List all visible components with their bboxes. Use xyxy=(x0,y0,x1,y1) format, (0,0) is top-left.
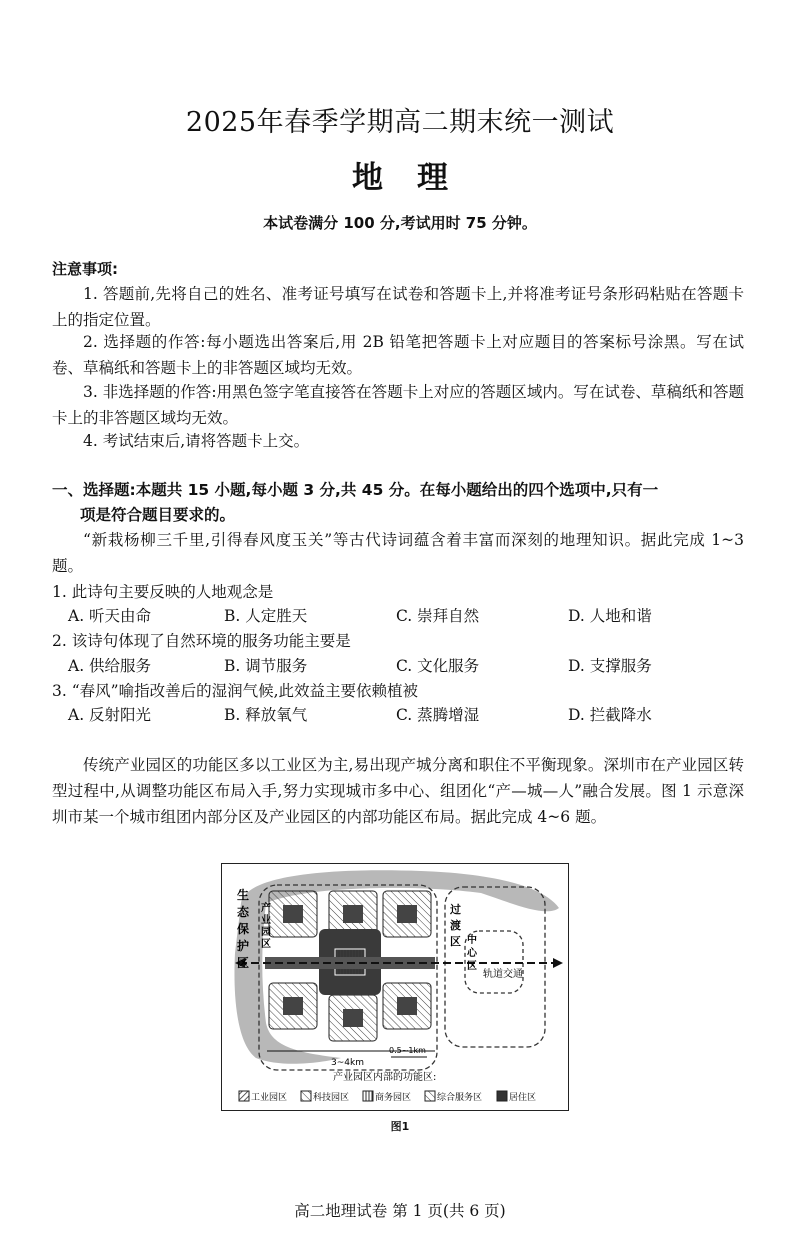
question-options xyxy=(68,703,758,725)
vertical-label-char: 心 xyxy=(467,948,477,959)
legend-title: 产业园区内部的功能区: xyxy=(333,1072,437,1083)
option-b[interactable]: B. 人定胜天 xyxy=(224,607,308,625)
vertical-label-char: 区 xyxy=(261,939,271,950)
option-c[interactable]: C. 蒸腾增湿 xyxy=(396,706,480,724)
figure-caption: 图1 xyxy=(390,1120,410,1133)
option-d[interactable]: D. 支撑服务 xyxy=(568,657,652,675)
vertical-label-char: 生 xyxy=(237,888,250,902)
scale-2: 0.5~1km xyxy=(389,1046,426,1055)
label-transition-zone xyxy=(449,902,461,948)
scale-1: 3~4km xyxy=(331,1058,364,1068)
vertical-label-char: 区 xyxy=(467,961,477,972)
page-footer: 高二地理试卷 第 1 页(共 6 页) xyxy=(294,1202,506,1220)
legend-industrial: 工业园区 xyxy=(251,1093,288,1103)
option-a[interactable]: A. 反射阳光 xyxy=(68,706,152,724)
section-heading-cont: 项是符合题目要求的。 xyxy=(80,506,236,524)
question-stem: 2. 该诗句体现了自然环境的服务功能主要是 xyxy=(52,632,351,650)
question-options xyxy=(68,604,758,626)
notice-item: 2. 选择题的作答:每小题选出答案后,用 2B 铅笔把答题卡上对应题目的答案标号涂黑。写在试卷、草稿纸和答题卡上的非答题区域均无效。 xyxy=(52,333,744,377)
option-b[interactable]: B. 释放氧气 xyxy=(224,706,308,724)
notice-item: 4. 考试结束后,请将答题卡上交。 xyxy=(83,432,310,450)
question-stem: 1. 此诗句主要反映的人地观念是 xyxy=(52,583,274,601)
legend-residential: 居住区 xyxy=(509,1093,537,1103)
question-options xyxy=(68,654,758,676)
notice-item: 3. 非选择题的作答:用黑色签字笔直接答在答题卡上对应的答题区域内。写在试卷、草稿纸和答题卡上的非答题区域均无效。 xyxy=(52,383,744,427)
vertical-label-char: 中 xyxy=(467,935,477,946)
vertical-label-char: 区 xyxy=(450,935,461,948)
vertical-label-char: 护 xyxy=(237,939,250,953)
notice-item: 1. 答题前,先将自己的姓名、准考证号填写在试卷和答题卡上,并将准考证号条形码粘贴在答题卡上的指定位置。 xyxy=(52,285,744,329)
exam-meta: 本试卷满分 100 分,考试用时 75 分钟。 xyxy=(263,214,537,232)
option-d[interactable]: D. 拦截降水 xyxy=(568,706,652,724)
passage-1: “新栽杨柳三千里,引得春风度玉关”等古代诗词蕴含着丰富而深刻的地理知识。据此完成 1~3 题。 xyxy=(52,531,744,575)
vertical-label-char: 保 xyxy=(237,922,250,936)
label-center-zone xyxy=(467,933,478,972)
vertical-label-char: 渡 xyxy=(450,919,461,932)
vertical-label-char: 态 xyxy=(237,905,250,919)
label-rail: 轨道交通 xyxy=(483,969,523,980)
label-industrial-park xyxy=(261,901,271,950)
section-heading: 一、选择题:本题共 15 小题,每小题 3 分,共 45 分。在每小题给出的四个选项中,只有一 xyxy=(52,481,659,499)
option-d[interactable]: D. 人地和谐 xyxy=(568,607,652,625)
vertical-label-char: 业 xyxy=(261,915,271,926)
legend-tech: 科技园区 xyxy=(313,1093,350,1103)
legend-business: 商务园区 xyxy=(375,1093,412,1103)
option-c[interactable]: C. 文化服务 xyxy=(396,657,480,675)
legend-service: 综合服务区 xyxy=(437,1093,483,1103)
park-blocks xyxy=(265,891,435,1041)
exam-title: 2025年春季学期高二期末统一测试 xyxy=(185,107,615,138)
vertical-label-char: 过 xyxy=(450,903,461,916)
exam-subject: 地理 xyxy=(352,160,482,196)
vertical-label-char: 园 xyxy=(261,927,271,938)
figure-1-diagram xyxy=(221,863,569,1111)
vertical-label-char: 区 xyxy=(237,956,250,970)
option-b[interactable]: B. 调节服务 xyxy=(224,657,308,675)
option-a[interactable]: A. 听天由命 xyxy=(68,607,152,625)
option-a[interactable]: A. 供给服务 xyxy=(68,657,152,675)
vertical-label-char: 产 xyxy=(261,903,271,914)
label-eco-zone xyxy=(237,887,250,970)
option-c[interactable]: C. 崇拜自然 xyxy=(396,607,480,625)
question-stem: 3. “春风”喻指改善后的湿润气候,此效益主要依赖植被 xyxy=(52,682,418,700)
notice-heading: 注意事项: xyxy=(52,260,118,278)
passage-2: 传统产业园区的功能区多以工业区为主,易出现产城分离和职住不平衡现象。深圳市在产业园区转型过程中,从调整功能区布局入手,努力实现城市多中心、组团化“产—城—人”融合发展。图 1 示意深圳市某一个城市组团内部分区及产业园区的内部功能区布局。据此完成 4~6 题。 xyxy=(52,756,744,826)
